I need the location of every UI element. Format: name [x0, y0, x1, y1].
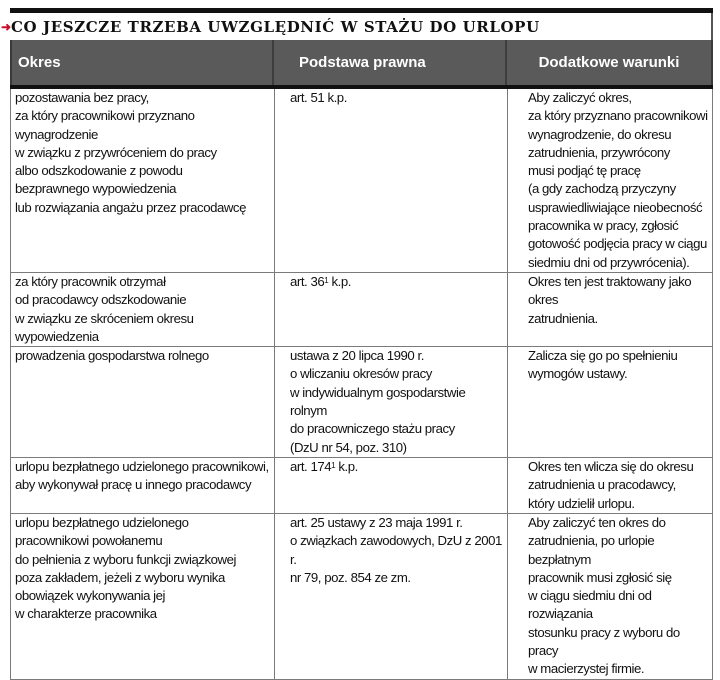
title-row [1, 13, 713, 40]
cell-warunki: Okres ten wlicza się do okresu zatrudnienia u pracodawcy, który udzielił urlopu. [508, 457, 713, 513]
table-row [11, 347, 713, 458]
podstawa-suffix: k.p. [335, 458, 358, 474]
table-row [11, 457, 713, 513]
superscript: 1 [331, 460, 336, 470]
cell-podstawa: ustawa z 20 lipca 1990 r. o wliczaniu okresów pracy w indywidualnym gospodarstwie rolnym do pracowniczego stażu pracy (DzU nr 54, poz. 310) [275, 347, 508, 458]
cell-okres: prowadzenia gospodarstwa rolnego [11, 347, 275, 458]
superscript: 1 [324, 275, 329, 285]
table-row [11, 89, 713, 272]
cell-warunki: Aby zaliczyć ten okres do zatrudnienia, po urlopie bezpłatnym pracownik musi zgłosić się w ciągu siedmiu dni od rozwiązania stosunku pracy z wyboru do pracy w macierzystej firmie. [508, 513, 713, 679]
column-header-podstawa-prawna: Podstawa prawna [274, 40, 507, 85]
cell-okres: za który pracownik otrzymał od pracodawcy odszkodowanie w związku ze skróceniem okresu wypowiedzenia [11, 272, 275, 346]
cell-okres: urlopu bezpłatnego udzielonego pracownikowi powołanemu do pełnienia z wyboru funkcji związkowej poza zakładem, jeżeli z wyboru wynika obowiązek wykonywania jej w charakterze pracownika [11, 513, 275, 679]
cell-podstawa [275, 272, 508, 346]
table-header [10, 40, 713, 85]
column-header-okres: Okres [12, 40, 274, 85]
cell-podstawa: art. 25 ustawy z 23 maja 1991 r. o związkach zawodowych, DzU z 2001 r. nr 79, poz. 854 ze zm. [275, 513, 508, 679]
cell-warunki: Aby zaliczyć okres, za który przyznano pracownikowi wynagrodzenie, do okresu zatrudnienia, przywrócony musi podjąć tę pracę (a gdy zachodzą przyczyny usprawiedliwiające nieobecność pracownika w pracy, zgłosić gotowość podjęcia pracy w ciągu siedmiu dni od przywrócenia). [508, 89, 713, 272]
podstawa-text: art. 174 [290, 458, 332, 474]
table-row [11, 513, 713, 679]
cell-okres: pozostawania bez pracy, za który pracownikowi przyznano wynagrodzenie w związku z przywróceniem do pracy albo odszkodowanie z powodu bezprawnego wypowiedzenia lub rozwiązania angażu przez pracodawcę [11, 89, 275, 272]
column-header-dodatkowe-warunki: Dodatkowe warunki [538, 54, 680, 71]
cell-okres: urlopu bezpłatnego udzielonego pracownikowi, aby wykonywał pracę u innego pracodawcy [11, 457, 275, 513]
red-arrow-bullet-icon: ➜ [1, 20, 12, 34]
cell-warunki: Zalicza się go po spełnieniu wymogów ustawy. [508, 347, 713, 458]
cell-podstawa: art. 51 k.p. [275, 89, 508, 272]
staz-table [10, 89, 713, 680]
table-row [11, 272, 713, 346]
info-box [1, 8, 713, 680]
cell-warunki: Okres ten jest traktowany jako okres zatrudnienia. [508, 272, 713, 346]
box-title: CO JESZCZE TRZEBA UWZGLĘDNIĆ W STAŻU DO URLOPU [11, 17, 540, 36]
cell-podstawa [275, 457, 508, 513]
podstawa-suffix: k.p. [328, 273, 351, 289]
podstawa-text: art. 36 [290, 273, 325, 289]
